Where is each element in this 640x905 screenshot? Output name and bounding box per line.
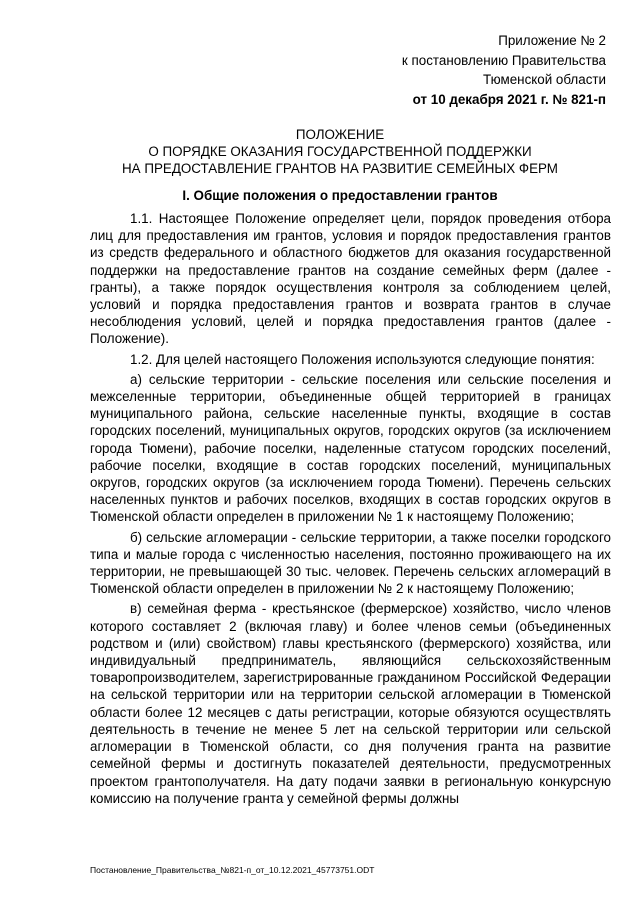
footer-filename: Постановление_Правительства_№821-п_от_10.12.2021_45773751.ODT xyxy=(90,865,375,875)
paragraph-1-1: 1.1. Настоящее Положение определяет цели, порядок проведения отбора лиц для предоставления им грантов, условия и порядок предоставления грантов из средств федерального и областного бюджетов для оказания государственной поддержки на предоставление грантов на создание семейных ферм (далее - гранты), а также порядок осуществления контроля за соблюдением целей, условий и порядка предоставления грантов и возврата грантов в случае несоблюдения условий, целей и порядка предоставления грантов (далее - Положение). xyxy=(90,211,611,347)
paragraph-1-2: 1.2. Для целей настоящего Положения используются следующие понятия: xyxy=(130,351,595,367)
title-line-3: НА ПРЕДОСТАВЛЕНИЕ ГРАНТОВ НА РАЗВИТИЕ СЕМЕЙНЫХ ФЕРМ xyxy=(122,161,558,176)
appendix-block xyxy=(346,31,606,109)
paragraph-definition-b: б) сельские агломерации - сельские территории, а также поселки городского типа и малые города с численностью населения, постоянно проживающего на их территории, не превышающей 30 тыс. человек. Перечень сельских агломераций в Тюменской области определен в приложении № 2 к настоящему Положению; xyxy=(90,529,611,597)
appendix-number: Приложение № 2 xyxy=(498,33,606,48)
section-heading: I. Общие положения о предоставлении грантов xyxy=(182,188,498,203)
title-line-2: О ПОРЯДКЕ ОКАЗАНИЯ ГОСУДАРСТВЕННОЙ ПОДДЕРЖКИ xyxy=(148,144,532,159)
paragraph-definition-a: а) сельские территории - сельские поселения или сельские поселения и межселенные территории, объединенные общей территорией в границах муниципального района, сельские населенные пункты, входящие в состав городских поселений, муниципальных округов, городских округов (за исключением города Тюмени), рабочие поселки, наделенные статусом городских поселений, рабочие поселки, входящие в состав городских поселений, муниципальных округов, городских округов (за исключением города Тюмени). Перечень сельских населенных пунктов и рабочих поселков, входящих в состав городских округов в Тюменской области определен в приложении № 1 к настоящему Положению; xyxy=(90,371,611,525)
appendix-date: от 10 декабря 2021 г. № 821-п xyxy=(412,91,606,107)
body-text xyxy=(90,210,611,810)
title-line-1: ПОЛОЖЕНИЕ xyxy=(295,127,385,142)
paragraph-definition-v: в) семейная ферма - крестьянское (фермерское) хозяйство, число членов которого составляет 2 (включая главу) и более членов семьи (объединенных родством и (или) свойством) главы крестьянского (фермерского) хозяйства, или индивидуальный предприниматель, являющийся сельскохозяйственным товаропроизводителем, зарегистрированные гражданином Российской Федерации на сельской территории или на территории сельской агломерации в Тюменской области более 12 месяцев с даты регистрации, которые обязуются осуществлять деятельность в течение не менее 5 лет на сельской территории или сельской агломерации в Тюменской области, со дня получения гранта на развитие семейной фермы и достигнуть показателей деятельности, предусмотренных проектом грантополучателя. На дату подачи заявки в региональную конкурсную комиссию на получение гранта у семейной фермы должны xyxy=(90,601,611,806)
document-title xyxy=(90,126,590,177)
appendix-region: Тюменской области xyxy=(483,72,606,87)
appendix-reference: к постановлению Правительства xyxy=(401,52,606,68)
